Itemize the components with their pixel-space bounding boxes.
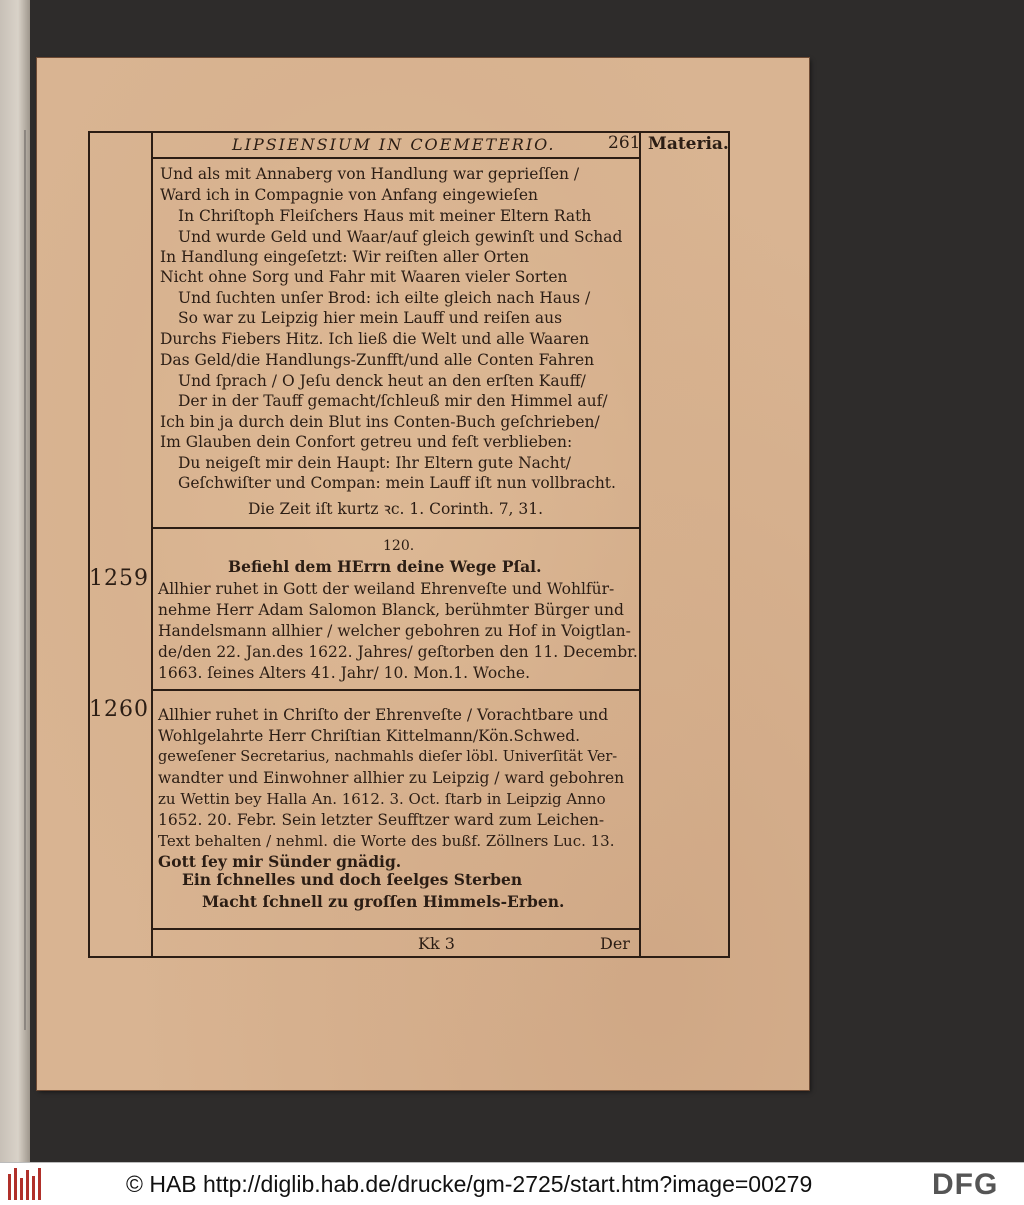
text-column-left-rule [151, 131, 153, 958]
entry-line: geweſener Secretarius, nachmahls dieſer löbl. Univerſität Ver- [158, 749, 618, 765]
poem-line: Im Glauben dein Confort getreu und feſt verblieben: [160, 433, 573, 451]
entry-line: nehme Herr Adam Salomon Blanck, berühmter Bürger und [158, 601, 624, 619]
running-head: LIPSIENSIUM IN COEMETERIO. [232, 135, 556, 154]
poem-line: Der in der Tauff gemacht/ſchleuß mir den Himmel auf/ [178, 392, 608, 410]
dfg-logo: DFG [932, 1168, 999, 1201]
entry-line: Text behalten / nehml. die Worte des bußf. Zöllners Luc. 13. [158, 832, 615, 850]
poem-end-rule [151, 527, 641, 529]
entry-prayer: Gott ſey mir Sünder gnädig. [158, 852, 402, 871]
frame-right-rule [728, 131, 730, 958]
entry-line: wandter und Einwohner allhier zu Leipzig / ward gebohren [158, 769, 625, 787]
entry-1259-end-rule [151, 689, 641, 691]
poem-closing-reference: Die Zeit iſt kurtz ꝛc. 1. Corinth. 7, 31. [248, 500, 544, 518]
catchword: Der [600, 934, 630, 953]
entry-line: Allhier ruhet in Chriſto der Ehrenveſte / Vorachtbare und [158, 706, 609, 724]
entry-number-1260: 1260 [89, 697, 149, 722]
poem-line: Ward ich in Compagnie von Anfang eingewieſen [160, 186, 538, 204]
entry-line: zu Wettin bey Halla An. 1612. 3. Oct. ſtarb in Leipzig Anno [158, 790, 606, 808]
poem-line: Durchs Fiebers Hitz. Ich ließ die Welt und alle Waaren [160, 330, 590, 348]
entry-line: 1652. 20. Febr. Sein letzter Seufftzer ward zum Leichen- [158, 811, 605, 829]
entry-1260-end-rule [151, 928, 641, 930]
poem-line: Und wurde Geld und Waar/auf gleich gewinſt und Schad [178, 228, 623, 246]
poem-line: Ich bin ja durch dein Blut ins Conten-Buch geſchrieben/ [160, 413, 600, 431]
poem-line: In Handlung eingeſetzt: Wir reiſten aller Orten [160, 248, 530, 266]
entry-line: Handelsmann allhier / welcher gebohren zu Hof in Voigtlan- [158, 622, 631, 640]
entry-verse-line: Macht ſchnell zu groſſen Himmels-Erben. [202, 892, 565, 911]
entry-line: de/den 22. Jan.des 1622. Jahres/ geſtorben den 11. Decembr. [158, 643, 638, 661]
poem-line: So war zu Leipzig hier mein Lauff und reiſen aus [178, 309, 563, 327]
header-rule [151, 157, 641, 159]
poem-line: Und ſprach / O Jeſu denck heut an den erſten Kauff/ [178, 372, 586, 390]
hab-logo-icon [6, 1168, 46, 1200]
poem-line: In Chriſtoph Fleiſchers Haus mit meiner Eltern Rath [178, 207, 592, 225]
frame-bottom-rule [88, 956, 730, 958]
poem-line: Das Geld/die Handlungs-Zunfft/und alle Conten Fahren [160, 351, 595, 369]
viewer-footer [0, 1162, 1024, 1205]
frame-left-rule [88, 131, 90, 958]
poem-line: Und ſuchten unſer Brod: ich eilte gleich nach Haus / [178, 289, 591, 307]
entry-line: 1663. ſeines Alters 41. Jahr/ 10. Mon.1. Woche. [158, 664, 530, 682]
entry-sub-number: 120. [383, 538, 415, 554]
entry-verse-line: Ein ſchnelles und doch ſeelges Sterben [182, 870, 523, 889]
signature-mark: Kk 3 [418, 934, 455, 953]
entry-motto: Befiehl dem HErrn deine Wege Pſal. [228, 557, 542, 576]
copyright-link[interactable]: © HAB http://diglib.hab.de/drucke/gm-2725/start.htm?image=00279 [126, 1171, 813, 1197]
poem-line: Nicht ohne Sorg und Fahr mit Waaren vieler Sorten [160, 268, 568, 286]
page-number: 261 [608, 133, 641, 153]
entry-number-1259: 1259 [89, 566, 149, 591]
text-column-right-rule [639, 131, 641, 958]
poem-line: Und als mit Annaberg von Handlung war geprieſſen / [160, 165, 580, 183]
poem-line: Du neigeſt mir dein Haupt: Ihr Eltern gute Nacht/ [178, 454, 572, 472]
entry-line: Wohlgelahrte Herr Chriſtian Kittelmann/Kön.Schwed. [158, 727, 581, 745]
margin-heading: Materia. [648, 134, 729, 154]
previous-page-edge [0, 0, 30, 1162]
poem-line: Geſchwiſter und Compan: mein Lauff iſt nun vollbracht. [178, 474, 616, 492]
entry-line: Allhier ruhet in Gott der weiland Ehrenveſte und Wohlfür- [158, 580, 615, 598]
